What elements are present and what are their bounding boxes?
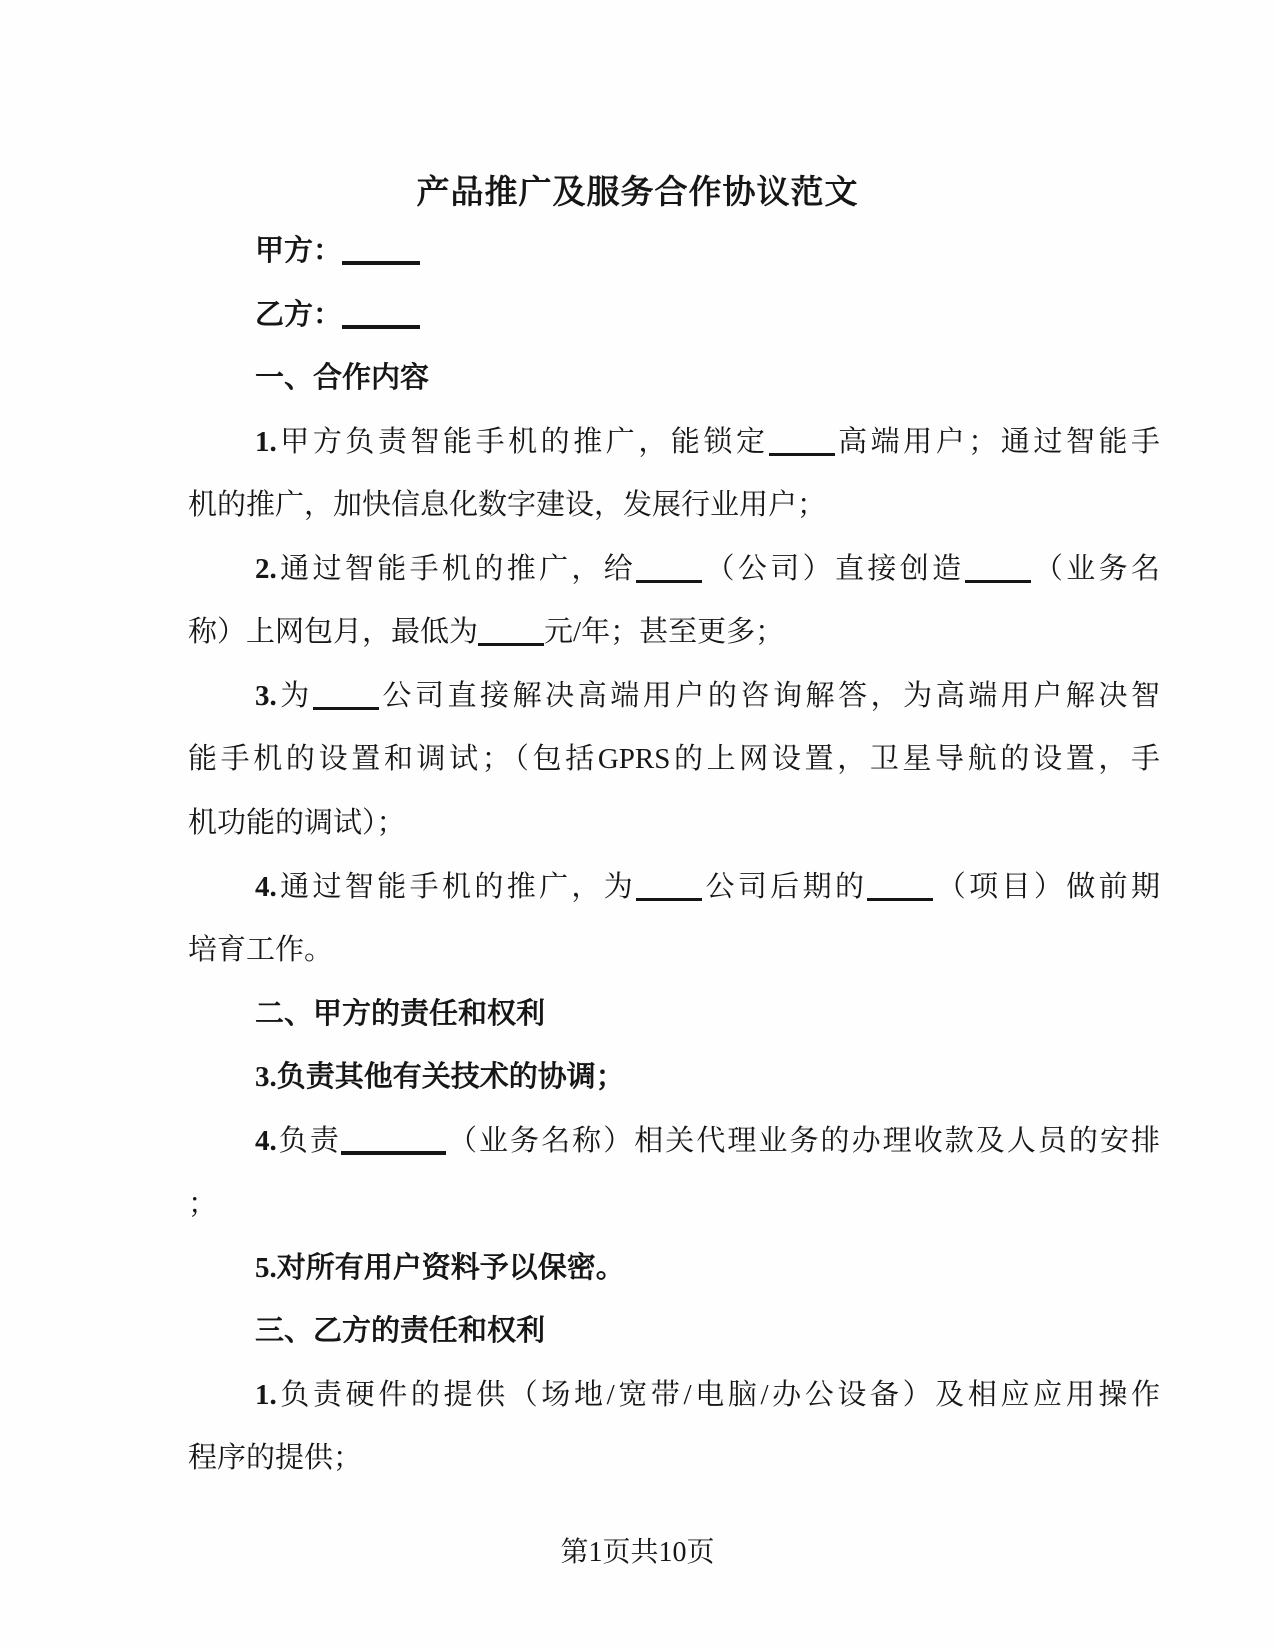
- bold-text-segment: 4.: [255, 1125, 277, 1157]
- clause-2-4-line-2: [188, 1187, 1160, 1222]
- fill-in-blank: [769, 447, 835, 456]
- text-segment: ；: [188, 1188, 218, 1220]
- clause-1-3-line-3: [188, 806, 1160, 841]
- clause-1-2-line-2: [188, 615, 1160, 650]
- bold-text-segment: 二、甲方的责任和权利: [255, 998, 546, 1030]
- text-segment: 能手机的设置和调试；（包括GPRS的上网设置，卫星导航的设置，手: [188, 743, 1160, 775]
- text-segment: 甲方负责智能手机的推广，能锁定: [276, 426, 769, 458]
- text-segment: 公司后期的: [702, 871, 868, 903]
- section-2-heading: [188, 997, 1160, 1032]
- bold-text-segment: 1.: [255, 426, 277, 458]
- clause-2-3-line: [188, 1060, 1160, 1095]
- text-segment: 负责: [276, 1125, 341, 1157]
- bold-text-segment: 三、乙方的责任和权利: [255, 1315, 546, 1347]
- fill-in-blank: [341, 1145, 446, 1155]
- fill-in-blank: [342, 319, 420, 329]
- bold-text-segment: 4.: [255, 871, 277, 903]
- text-segment: 负责硬件的提供（场地/宽带/电脑/办公设备）及相应应用操作: [276, 1379, 1160, 1411]
- clause-1-4-line-1: [188, 870, 1160, 905]
- clause-1-3-line-2: [188, 742, 1160, 777]
- text-segment: 元/年；甚至更多；: [544, 616, 785, 648]
- text-segment: （业务名称）相关代理业务的办理收款及人员的安排: [445, 1125, 1160, 1157]
- clause-1-1-line-2: [188, 488, 1160, 523]
- clause-3-1-line-2: [188, 1441, 1160, 1476]
- section-3-heading: [188, 1314, 1160, 1349]
- clause-1-2-line-1: [188, 552, 1160, 587]
- text-segment: 程序的提供；: [188, 1442, 363, 1474]
- text-segment: 机功能的调试）；: [188, 807, 406, 839]
- bold-text-segment: 甲方：: [255, 235, 343, 267]
- clause-2-5-line: [188, 1251, 1160, 1286]
- text-segment: 通过智能手机的推广，为: [276, 871, 637, 903]
- bold-text-segment: 乙方：: [255, 299, 343, 331]
- text-segment: 称）上网包月，最低为: [188, 616, 479, 648]
- section-1-heading: [188, 361, 1160, 396]
- bold-text-segment: 3.负责其他有关技术的协调；: [255, 1061, 625, 1093]
- clause-1-1-line-1: [188, 425, 1160, 460]
- fill-in-blank: [342, 255, 420, 265]
- text-segment: 为: [276, 680, 313, 712]
- bold-text-segment: 2.: [255, 553, 277, 585]
- fill-in-blank: [636, 574, 702, 583]
- bold-text-segment: 5.对所有用户资料予以保密。: [255, 1252, 625, 1284]
- fill-in-blank: [636, 892, 702, 901]
- text-segment: （公司）直接创造: [702, 553, 965, 585]
- text-segment: 高端用户；通过智能手: [834, 426, 1160, 458]
- clause-1-3-line-1: [188, 679, 1160, 714]
- page-number-footer: 第1页共10页: [560, 1537, 715, 1568]
- party-a-line: [188, 234, 1160, 269]
- fill-in-blank: [313, 701, 379, 710]
- fill-in-blank: [478, 637, 544, 646]
- text-segment: 培育工作。: [188, 934, 334, 966]
- clause-2-4-line-1: [188, 1124, 1160, 1159]
- text-segment: 通过智能手机的推广，给: [276, 553, 637, 585]
- bold-text-segment: 一、合作内容: [255, 362, 430, 394]
- bold-text-segment: 1.: [255, 1379, 277, 1411]
- fill-in-blank: [965, 574, 1031, 583]
- text-segment: （项目）做前期: [933, 871, 1160, 903]
- bold-text-segment: 3.: [255, 680, 277, 712]
- text-segment: 机的推广，加快信息化数字建设，发展行业用户；: [188, 489, 827, 521]
- fill-in-blank: [867, 892, 933, 901]
- text-segment: 公司直接解决高端用户的咨询解答，为高端用户解决智: [378, 680, 1160, 712]
- clause-1-4-line-2: [188, 933, 1160, 968]
- clause-3-1-line-1: [188, 1378, 1160, 1413]
- party-b-line: [188, 298, 1160, 333]
- document-title: 产品推广及服务合作协议范文: [416, 175, 859, 212]
- text-segment: （业务名: [1030, 553, 1160, 585]
